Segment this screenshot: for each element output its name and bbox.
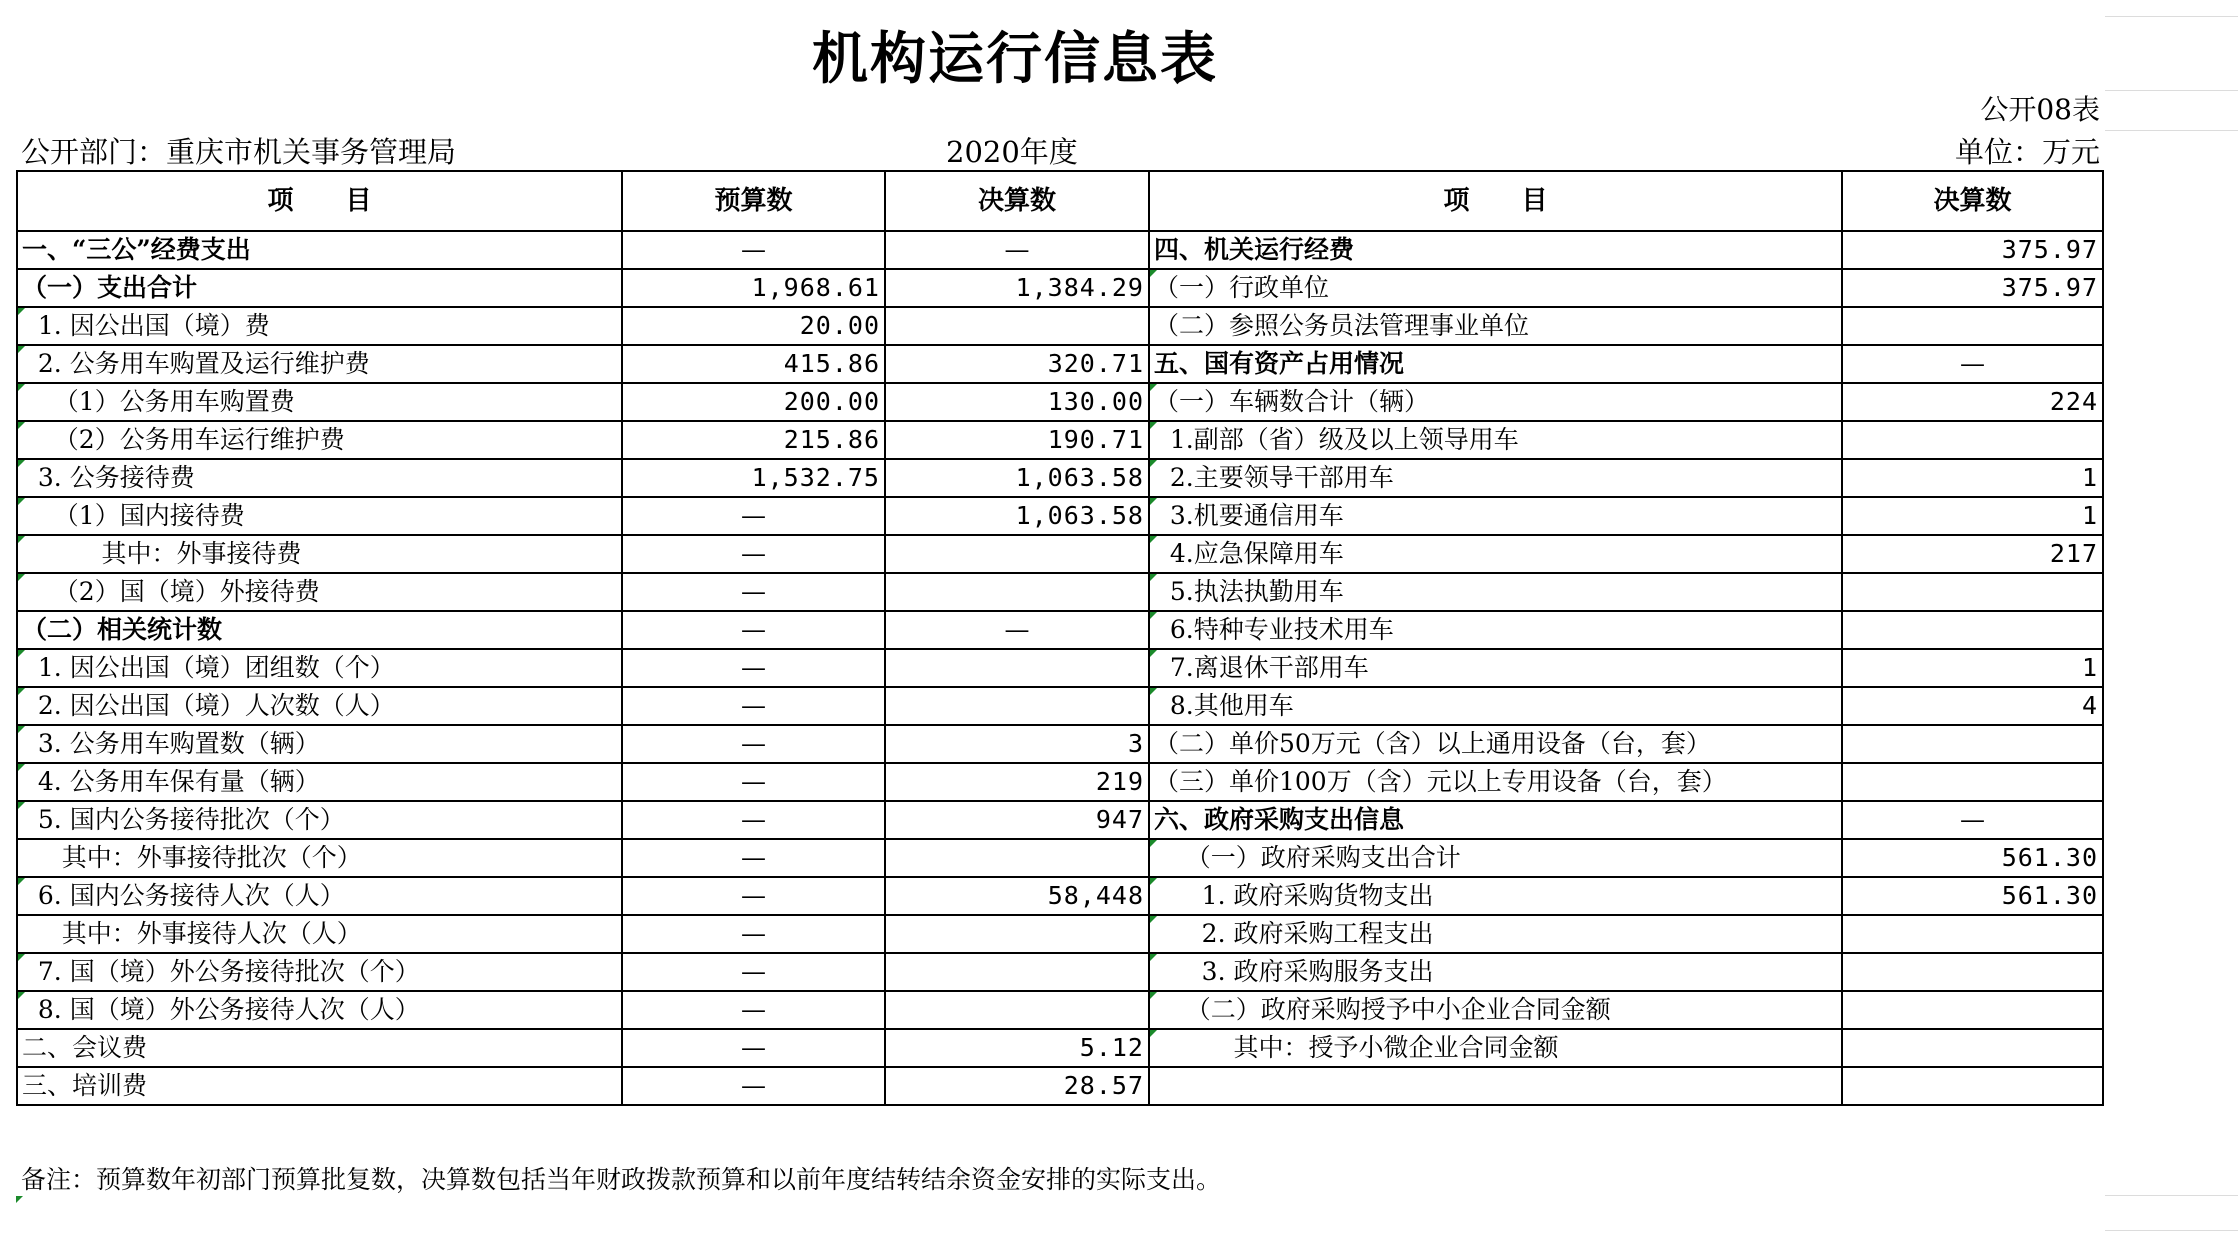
unit-label: 单位：万元 bbox=[1954, 135, 2100, 169]
right-final-cell[interactable] bbox=[1842, 611, 2103, 649]
left-final-cell[interactable] bbox=[885, 573, 1149, 611]
left-item-cell[interactable]: （1）公务用车购置费 bbox=[17, 383, 622, 421]
right-final-cell[interactable]: 224 bbox=[1842, 383, 2103, 421]
table-row bbox=[17, 801, 2103, 839]
left-final-cell[interactable] bbox=[885, 991, 1149, 1029]
left-final-cell[interactable]: 219 bbox=[885, 763, 1149, 801]
left-item-cell[interactable]: 1. 因公出国（境）团组数（个） bbox=[17, 649, 622, 687]
left-item-cell[interactable]: 三、培训费 bbox=[17, 1067, 622, 1105]
left-budget-cell[interactable]: — bbox=[622, 573, 885, 611]
left-final-cell[interactable]: — bbox=[885, 231, 1149, 269]
left-budget-cell[interactable]: — bbox=[622, 763, 885, 801]
right-final-cell[interactable] bbox=[1842, 307, 2103, 345]
right-final-cell[interactable]: 1 bbox=[1842, 459, 2103, 497]
table-row bbox=[17, 839, 2103, 877]
left-budget-cell[interactable]: — bbox=[622, 991, 885, 1029]
left-budget-cell[interactable]: 415.86 bbox=[622, 345, 885, 383]
right-item-cell[interactable]: 其中：授予小微企业合同金额 bbox=[1149, 1029, 1842, 1067]
info-table bbox=[16, 170, 2104, 1106]
left-budget-cell[interactable]: 1,532.75 bbox=[622, 459, 885, 497]
left-final-cell[interactable] bbox=[885, 953, 1149, 991]
col-header-left-budget[interactable]: 预算数 bbox=[622, 171, 885, 231]
table-row bbox=[17, 915, 2103, 953]
right-item-cell[interactable]: （二）政府采购授予中小企业合同金额 bbox=[1149, 991, 1842, 1029]
left-item-cell[interactable]: 二、会议费 bbox=[17, 1029, 622, 1067]
right-final-cell[interactable]: 217 bbox=[1842, 535, 2103, 573]
left-item-cell[interactable]: 5. 国内公务接待批次（个） bbox=[17, 801, 622, 839]
left-final-cell[interactable]: 1,063.58 bbox=[885, 497, 1149, 535]
left-final-cell[interactable]: 58,448 bbox=[885, 877, 1149, 915]
table-row bbox=[17, 687, 2103, 725]
table-row bbox=[17, 459, 2103, 497]
table-row bbox=[17, 953, 2103, 991]
footnote: 备注：预算数年初部门预算批复数，决算数包括当年财政拨款预算和以前年度结转结余资金安排的实际支出。 bbox=[21, 1165, 1222, 1194]
left-item-cell[interactable]: 3. 公务接待费 bbox=[17, 459, 622, 497]
left-budget-cell[interactable]: 1,968.61 bbox=[622, 269, 885, 307]
table-row bbox=[17, 535, 2103, 573]
right-final-cell[interactable]: 1 bbox=[1842, 497, 2103, 535]
right-item-cell[interactable]: 7.离退休干部用车 bbox=[1149, 649, 1842, 687]
left-budget-cell[interactable]: — bbox=[622, 801, 885, 839]
right-final-cell[interactable]: — bbox=[1842, 801, 2103, 839]
table-row bbox=[17, 421, 2103, 459]
table-row bbox=[17, 307, 2103, 345]
year-label: 2020年度 bbox=[946, 135, 1078, 169]
right-item-cell[interactable]: 3. 政府采购服务支出 bbox=[1149, 953, 1842, 991]
left-budget-cell[interactable]: — bbox=[622, 231, 885, 269]
left-item-cell[interactable]: 其中：外事接待人次（人） bbox=[17, 915, 622, 953]
table-row bbox=[17, 649, 2103, 687]
left-item-cell[interactable]: （2）公务用车运行维护费 bbox=[17, 421, 622, 459]
right-final-cell[interactable] bbox=[1842, 1067, 2103, 1105]
right-final-cell[interactable]: 375.97 bbox=[1842, 269, 2103, 307]
left-budget-cell[interactable]: — bbox=[622, 953, 885, 991]
gridline bbox=[2105, 16, 2238, 17]
left-item-cell[interactable]: （2）国（境）外接待费 bbox=[17, 573, 622, 611]
left-budget-cell[interactable]: — bbox=[622, 611, 885, 649]
table-row bbox=[17, 611, 2103, 649]
right-item-cell[interactable]: 3.机要通信用车 bbox=[1149, 497, 1842, 535]
right-final-cell[interactable] bbox=[1842, 991, 2103, 1029]
left-final-cell[interactable] bbox=[885, 307, 1149, 345]
table-row bbox=[17, 231, 2103, 269]
table-row bbox=[17, 573, 2103, 611]
right-item-cell[interactable]: 五、国有资产占用情况 bbox=[1149, 345, 1842, 383]
left-final-cell[interactable] bbox=[885, 649, 1149, 687]
table-body bbox=[17, 231, 2103, 1105]
left-item-cell[interactable]: 2. 公务用车购置及运行维护费 bbox=[17, 345, 622, 383]
left-budget-cell[interactable]: — bbox=[622, 877, 885, 915]
right-item-cell[interactable]: （三）单价100万（含）元以上专用设备（台，套） bbox=[1149, 763, 1842, 801]
table-code: 公开08表 bbox=[1980, 93, 2100, 126]
right-final-cell[interactable] bbox=[1842, 421, 2103, 459]
left-final-cell[interactable]: 130.00 bbox=[885, 383, 1149, 421]
right-final-cell[interactable]: 1 bbox=[1842, 649, 2103, 687]
left-item-cell[interactable]: 6. 国内公务接待人次（人） bbox=[17, 877, 622, 915]
table-row bbox=[17, 1067, 2103, 1105]
right-final-cell[interactable] bbox=[1842, 763, 2103, 801]
left-budget-cell[interactable]: — bbox=[622, 1029, 885, 1067]
right-item-cell[interactable]: 四、机关运行经费 bbox=[1149, 231, 1842, 269]
left-budget-cell[interactable]: — bbox=[622, 915, 885, 953]
right-item-cell[interactable]: （一）政府采购支出合计 bbox=[1149, 839, 1842, 877]
right-final-cell[interactable]: 4 bbox=[1842, 687, 2103, 725]
cell-comment-marker bbox=[16, 1196, 23, 1203]
table-row bbox=[17, 345, 2103, 383]
left-final-cell[interactable]: 947 bbox=[885, 801, 1149, 839]
left-item-cell[interactable]: 1. 因公出国（境）费 bbox=[17, 307, 622, 345]
right-item-cell[interactable]: 2. 政府采购工程支出 bbox=[1149, 915, 1842, 953]
left-budget-cell[interactable]: — bbox=[622, 535, 885, 573]
left-item-cell[interactable]: 7. 国（境）外公务接待批次（个） bbox=[17, 953, 622, 991]
department-label: 公开部门：重庆市机关事务管理局 bbox=[21, 135, 457, 169]
left-budget-cell[interactable]: — bbox=[622, 725, 885, 763]
right-item-cell[interactable]: （二）参照公务员法管理事业单位 bbox=[1149, 307, 1842, 345]
right-item-cell[interactable]: 6.特种专业技术用车 bbox=[1149, 611, 1842, 649]
table-row bbox=[17, 1029, 2103, 1067]
left-item-cell[interactable]: 3. 公务用车购置数（辆） bbox=[17, 725, 622, 763]
gridline bbox=[2105, 90, 2238, 91]
left-item-cell[interactable]: 2. 因公出国（境）人次数（人） bbox=[17, 687, 622, 725]
left-item-cell[interactable]: 其中：外事接待批次（个） bbox=[17, 839, 622, 877]
gridline bbox=[2105, 1195, 2238, 1196]
left-final-cell[interactable]: 28.57 bbox=[885, 1067, 1149, 1105]
table-row bbox=[17, 497, 2103, 535]
table-row bbox=[17, 383, 2103, 421]
left-final-cell[interactable]: 1,063.58 bbox=[885, 459, 1149, 497]
right-item-cell[interactable]: （一）行政单位 bbox=[1149, 269, 1842, 307]
left-item-cell[interactable]: 8. 国（境）外公务接待人次（人） bbox=[17, 991, 622, 1029]
right-item-cell[interactable]: 2.主要领导干部用车 bbox=[1149, 459, 1842, 497]
left-budget-cell[interactable]: — bbox=[622, 497, 885, 535]
right-final-cell[interactable] bbox=[1842, 573, 2103, 611]
right-item-cell[interactable]: 8.其他用车 bbox=[1149, 687, 1842, 725]
table-row bbox=[17, 725, 2103, 763]
left-budget-cell[interactable]: — bbox=[622, 687, 885, 725]
left-budget-cell[interactable]: 215.86 bbox=[622, 421, 885, 459]
left-item-cell[interactable]: （一）支出合计 bbox=[17, 269, 622, 307]
right-final-cell[interactable] bbox=[1842, 1029, 2103, 1067]
right-item-cell[interactable]: 1. 政府采购货物支出 bbox=[1149, 877, 1842, 915]
left-final-cell[interactable] bbox=[885, 839, 1149, 877]
left-final-cell[interactable] bbox=[885, 535, 1149, 573]
right-final-cell[interactable]: 375.97 bbox=[1842, 231, 2103, 269]
col-header-left-item[interactable]: 项 目 bbox=[17, 171, 622, 231]
left-budget-cell[interactable]: — bbox=[622, 1067, 885, 1105]
table-row bbox=[17, 763, 2103, 801]
left-item-cell[interactable]: 其中：外事接待费 bbox=[17, 535, 622, 573]
left-final-cell[interactable]: 190.71 bbox=[885, 421, 1149, 459]
gridline bbox=[2105, 130, 2238, 131]
left-final-cell[interactable]: 320.71 bbox=[885, 345, 1149, 383]
left-final-cell[interactable]: 3 bbox=[885, 725, 1149, 763]
right-item-cell[interactable]: 1.副部（省）级及以上领导用车 bbox=[1149, 421, 1842, 459]
left-item-cell[interactable]: 4. 公务用车保有量（辆） bbox=[17, 763, 622, 801]
left-budget-cell[interactable]: 20.00 bbox=[622, 307, 885, 345]
col-header-right-final[interactable]: 决算数 bbox=[1842, 171, 2103, 231]
table-row bbox=[17, 269, 2103, 307]
right-final-cell[interactable] bbox=[1842, 915, 2103, 953]
left-final-cell[interactable]: 5.12 bbox=[885, 1029, 1149, 1067]
right-item-cell[interactable]: （二）单价50万元（含）以上通用设备（台，套） bbox=[1149, 725, 1842, 763]
left-final-cell[interactable] bbox=[885, 915, 1149, 953]
gridline bbox=[2105, 1230, 2238, 1231]
right-item-cell[interactable]: 4.应急保障用车 bbox=[1149, 535, 1842, 573]
col-header-left-final[interactable]: 决算数 bbox=[885, 171, 1149, 231]
left-final-cell[interactable]: 1,384.29 bbox=[885, 269, 1149, 307]
right-final-cell[interactable]: — bbox=[1842, 345, 2103, 383]
left-item-cell[interactable]: 一、“三公”经费支出 bbox=[17, 231, 622, 269]
left-budget-cell[interactable]: 200.00 bbox=[622, 383, 885, 421]
right-item-cell[interactable]: 5.执法执勤用车 bbox=[1149, 573, 1842, 611]
left-final-cell[interactable] bbox=[885, 687, 1149, 725]
page-title: 机构运行信息表 bbox=[812, 27, 1218, 92]
left-item-cell[interactable]: （1）国内接待费 bbox=[17, 497, 622, 535]
header-row bbox=[17, 171, 2103, 231]
right-item-cell[interactable]: 六、政府采购支出信息 bbox=[1149, 801, 1842, 839]
table-row bbox=[17, 877, 2103, 915]
left-budget-cell[interactable]: — bbox=[622, 649, 885, 687]
right-final-cell[interactable] bbox=[1842, 953, 2103, 991]
left-final-cell[interactable]: — bbox=[885, 611, 1149, 649]
table-row bbox=[17, 991, 2103, 1029]
right-final-cell[interactable] bbox=[1842, 725, 2103, 763]
left-budget-cell[interactable]: — bbox=[622, 839, 885, 877]
right-final-cell[interactable]: 561.30 bbox=[1842, 877, 2103, 915]
col-header-right-item[interactable]: 项 目 bbox=[1149, 171, 1842, 231]
right-item-cell[interactable] bbox=[1149, 1067, 1842, 1105]
right-final-cell[interactable]: 561.30 bbox=[1842, 839, 2103, 877]
right-item-cell[interactable]: （一）车辆数合计（辆） bbox=[1149, 383, 1842, 421]
left-item-cell[interactable]: （二）相关统计数 bbox=[17, 611, 622, 649]
